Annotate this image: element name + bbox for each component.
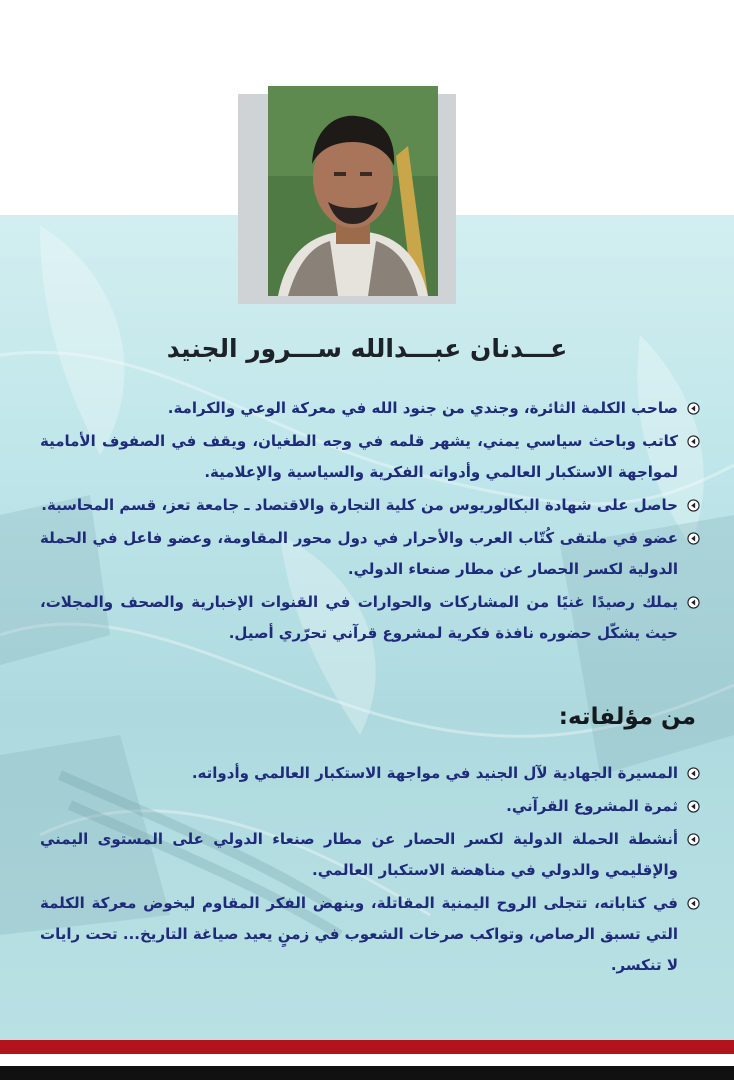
work-item (40, 791, 700, 822)
bio-item-text: عضو في ملتقى كُتّاب العرب والأحرار في دول محور المقاومة، وعضو فاعل في الحملة الدولية لكسر الحصار عن مطار صنعاء الدولي. (40, 529, 678, 578)
flag-stripe-white (0, 1054, 734, 1066)
work-item-text: في كتاباته، تتجلى الروح اليمنية المقاتلة، وينهض الفكر المقاوم ليخوض معركة الكلمة التي تسبق الرصاص، وتواكب صرخات الشعوب في زمنٍ يعيد صياغة التاريخ... تحت رايات لا تنكسر. (40, 894, 678, 974)
circled-left-arrow-icon (687, 532, 700, 545)
circled-left-arrow-icon (687, 435, 700, 448)
works-list (40, 758, 700, 983)
flag-stripe-red (0, 1040, 734, 1054)
bio-item-text: كاتب وباحث سياسي يمني، يشهر قلمه في وجه الطغيان، ويقف في الصفوف الأمامية لمواجهة الاستكبار العالمي وأدواته الفكرية والسياسية والإعلامية. (40, 432, 678, 481)
circled-left-arrow-icon (687, 767, 700, 780)
bio-item (40, 523, 700, 585)
bio-item (40, 587, 700, 649)
bio-item-text: صاحب الكلمة الثائرة، وجندي من جنود الله في معركة الوعي والكرامة. (167, 399, 678, 417)
work-item (40, 888, 700, 981)
work-item-text: المسيرة الجهادية لآل الجنيد في مواجهة الاستكبار العالمي وأدواته. (191, 764, 678, 782)
circled-left-arrow-icon (687, 897, 700, 910)
person-name: عـــدنان عبـــدالله ســـرور الجنيد (166, 334, 568, 363)
circled-left-arrow-icon (687, 499, 700, 512)
work-item (40, 824, 700, 886)
portrait-icon (268, 86, 438, 296)
bio-item-text: يملك رصيدًا غنيًا من المشاركات والحوارات في القنوات الإخبارية والصحف والمجلات، حيث يشكّل حضوره نافذة فكرية لمشروع قرآني تحرّري أصيل. (40, 593, 678, 642)
circled-left-arrow-icon (687, 833, 700, 846)
biography-list (40, 393, 700, 651)
work-item-text: أنشطة الحملة الدولية لكسر الحصار عن مطار صنعاء الدولي على المستوى اليمني والإقليمي والدولي في مناهضة الاستكبار العالمي. (40, 830, 678, 879)
flag-stripe-black (0, 1066, 734, 1080)
works-heading: من مؤلفاته: (558, 704, 696, 730)
work-item (40, 758, 700, 789)
bio-item (40, 393, 700, 424)
work-item-text: ثمرة المشروع القرآني. (506, 797, 678, 815)
bio-item (40, 426, 700, 488)
circled-left-arrow-icon (687, 402, 700, 415)
portrait-photo (268, 86, 438, 296)
circled-left-arrow-icon (687, 596, 700, 609)
circled-left-arrow-icon (687, 800, 700, 813)
bio-item-text: حاصل على شهادة البكالوريوس من كلية التجارة والاقتصاد ـ جامعة تعز، قسم المحاسبة. (41, 496, 678, 514)
bio-item (40, 490, 700, 521)
